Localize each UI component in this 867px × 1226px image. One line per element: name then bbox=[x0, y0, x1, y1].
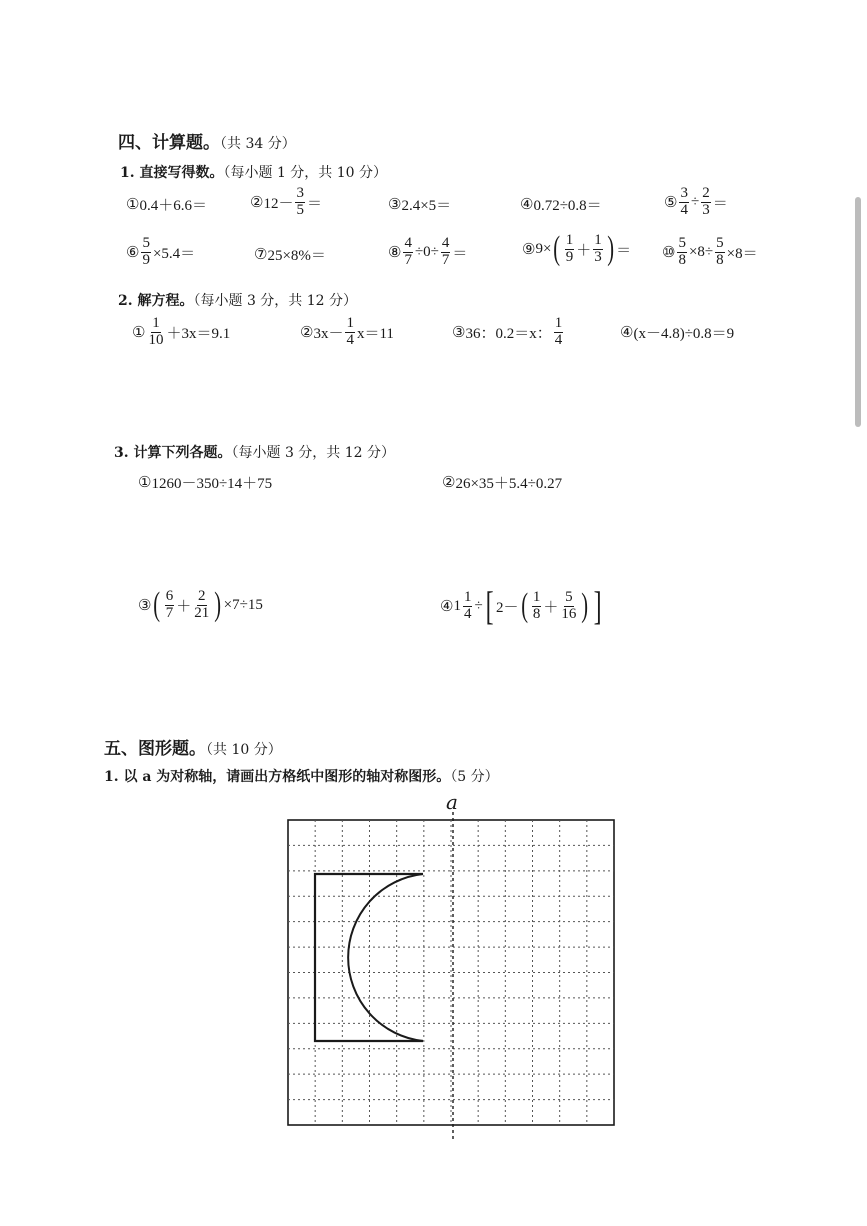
problem-expression: ×8÷ bbox=[688, 243, 714, 260]
problem-index: ① bbox=[138, 475, 152, 491]
section5-q1-score: （5 分） bbox=[450, 769, 499, 785]
q1-score: （每小题 1 分，共 10 分） bbox=[223, 165, 388, 181]
fraction bbox=[441, 236, 451, 269]
q1-problem-10 bbox=[662, 236, 758, 269]
equation-1 bbox=[132, 316, 230, 349]
section5-q1-text: 1. 以 a 为对称轴，请画出方格纸中图形的轴对称图形。 bbox=[104, 769, 451, 785]
calc-1 bbox=[138, 472, 272, 493]
problem-expression: 1260－350÷14＋75 bbox=[151, 476, 273, 492]
problem-expression: 12－ bbox=[263, 195, 294, 212]
fraction bbox=[560, 590, 577, 623]
section5-title-text: 五、图形题。 bbox=[104, 739, 206, 759]
q3-heading bbox=[114, 442, 395, 462]
section5-q1 bbox=[104, 766, 499, 786]
denominator: 9 bbox=[565, 248, 574, 265]
q2-title: 2. 解方程。 bbox=[118, 293, 194, 309]
denominator: 7 bbox=[165, 604, 174, 621]
q1-problem-3 bbox=[388, 194, 451, 215]
numerator: 5 bbox=[716, 235, 724, 251]
left-paren: ( bbox=[553, 230, 561, 267]
problem-expression: ×7÷15 bbox=[223, 596, 263, 613]
fraction bbox=[532, 590, 542, 623]
q1-problem-8 bbox=[388, 236, 467, 269]
section4-score: （共 34 分） bbox=[220, 136, 296, 152]
operator: ＋ bbox=[543, 599, 559, 616]
problem-index: ⑦ bbox=[254, 247, 268, 263]
problem-expression: x＝11 bbox=[356, 325, 394, 342]
numerator: 5 bbox=[142, 235, 150, 251]
denominator: 4 bbox=[554, 331, 563, 348]
problem-expression: ×5.4＝ bbox=[152, 245, 196, 262]
problem-index: ③ bbox=[388, 197, 402, 213]
denominator: 3 bbox=[594, 248, 602, 265]
problem-expression: 2－ bbox=[496, 599, 519, 616]
problem-index: ② bbox=[300, 324, 314, 341]
problem-expression: ＝ bbox=[712, 195, 728, 212]
fraction bbox=[345, 316, 355, 349]
left-paren: ( bbox=[153, 586, 161, 623]
fraction bbox=[565, 233, 575, 266]
section5-title bbox=[104, 734, 282, 759]
numerator: 1 bbox=[554, 315, 563, 331]
numerator: 1 bbox=[152, 315, 160, 331]
left-bracket: [ bbox=[485, 583, 494, 628]
numerator: 5 bbox=[565, 588, 573, 605]
grid-lines bbox=[288, 820, 614, 1125]
problem-expression: 3x－ bbox=[313, 325, 344, 342]
problem-index: ② bbox=[250, 194, 264, 211]
numerator: 1 bbox=[565, 231, 574, 248]
problem-expression: ＝ bbox=[452, 245, 468, 262]
denominator: 8 bbox=[716, 251, 724, 268]
denominator: 7 bbox=[404, 251, 412, 268]
fraction bbox=[554, 316, 564, 349]
equation-2 bbox=[300, 316, 394, 349]
problem-index: ⑥ bbox=[126, 244, 140, 261]
denominator: 16 bbox=[561, 605, 577, 622]
right-paren: ) bbox=[214, 586, 222, 623]
denominator: 4 bbox=[463, 605, 472, 622]
problem-index: ③ bbox=[452, 324, 466, 341]
problem-expression: 0.72÷0.8＝ bbox=[533, 198, 602, 214]
fraction bbox=[403, 236, 413, 269]
numerator: 4 bbox=[441, 235, 450, 251]
denominator: 8 bbox=[532, 605, 541, 622]
fraction bbox=[295, 186, 305, 219]
shape-arc bbox=[348, 874, 423, 1041]
problem-index: ④ bbox=[520, 197, 534, 213]
denominator: 7 bbox=[441, 251, 450, 268]
calc-4 bbox=[440, 583, 604, 628]
q1-problem-4 bbox=[520, 194, 602, 215]
numerator: 3 bbox=[296, 185, 304, 201]
numerator: 5 bbox=[678, 235, 686, 251]
operator: ＋ bbox=[176, 598, 192, 615]
left-paren: ( bbox=[520, 587, 528, 624]
problem-expression: 36：0.2＝x： bbox=[465, 325, 552, 342]
problem-expression: 9× bbox=[535, 240, 552, 257]
problem-expression: ＝ bbox=[616, 242, 632, 259]
problem-expression: ＋3x＝9.1 bbox=[166, 325, 231, 342]
fraction bbox=[165, 589, 175, 622]
operator: ÷ bbox=[690, 193, 700, 210]
numerator: 4 bbox=[404, 235, 412, 251]
right-paren: ) bbox=[581, 587, 589, 624]
denominator: 8 bbox=[678, 251, 686, 268]
problem-expression: ÷0÷ bbox=[414, 243, 439, 260]
problem-expression: 0.4＋6.6＝ bbox=[139, 198, 207, 214]
numerator: 2 bbox=[198, 587, 206, 604]
problem-index: ⑩ bbox=[662, 244, 676, 261]
problem-index: ② bbox=[442, 475, 456, 491]
fraction bbox=[593, 233, 603, 266]
denominator: 5 bbox=[296, 201, 304, 218]
fraction bbox=[677, 236, 687, 269]
scrollbar[interactable] bbox=[855, 197, 861, 427]
q1-problem-5 bbox=[664, 186, 728, 219]
whole-number: 1 bbox=[453, 597, 461, 614]
section4-title-text: 四、计算题。 bbox=[118, 133, 220, 153]
q1-problem-2 bbox=[250, 186, 322, 219]
axis-label: a bbox=[446, 790, 458, 814]
section5-score: （共 10 分） bbox=[206, 742, 282, 758]
denominator: 9 bbox=[142, 251, 150, 268]
fraction bbox=[679, 186, 689, 219]
fraction bbox=[701, 186, 711, 219]
fraction bbox=[147, 316, 164, 349]
q1-heading bbox=[120, 162, 387, 182]
problem-index: ③ bbox=[138, 597, 152, 614]
denominator: 10 bbox=[148, 331, 164, 348]
problem-index: ⑨ bbox=[522, 241, 536, 258]
grid-paper bbox=[280, 812, 622, 1142]
equation-3 bbox=[452, 316, 565, 349]
q2-heading bbox=[118, 290, 357, 310]
denominator: 3 bbox=[702, 201, 710, 218]
calc-2 bbox=[442, 472, 562, 493]
section4-title bbox=[118, 128, 296, 153]
problem-index: ⑤ bbox=[664, 194, 678, 211]
calc-3 bbox=[138, 588, 263, 622]
numerator: 1 bbox=[532, 588, 541, 605]
q1-problem-6 bbox=[126, 236, 195, 269]
problem-expression: (x－4.8)÷0.8＝9 bbox=[633, 326, 735, 342]
numerator: 1 bbox=[346, 315, 354, 331]
equation-4 bbox=[620, 322, 734, 343]
problem-expression: ×8＝ bbox=[726, 245, 758, 262]
operator: ＋ bbox=[576, 242, 592, 259]
fraction bbox=[715, 236, 725, 269]
problem-expression: ＝ bbox=[306, 195, 322, 212]
q1-problem-7 bbox=[254, 244, 326, 265]
q1-title: 1. 直接写得数。 bbox=[120, 165, 224, 181]
problem-index: ⑧ bbox=[388, 244, 402, 261]
problem-expression: 25×8%＝ bbox=[267, 248, 326, 264]
fraction bbox=[141, 236, 151, 269]
problem-index: ④ bbox=[620, 325, 634, 341]
denominator: 4 bbox=[680, 201, 688, 218]
numerator: 2 bbox=[702, 185, 710, 201]
numerator: 1 bbox=[594, 231, 602, 248]
q3-score: （每小题 3 分，共 12 分） bbox=[231, 445, 396, 461]
problem-expression: 26×35＋5.4÷0.27 bbox=[455, 476, 563, 492]
numerator: 6 bbox=[165, 587, 174, 604]
denominator: 21 bbox=[194, 604, 210, 621]
q1-problem-9 bbox=[522, 232, 631, 266]
problem-index: ① bbox=[132, 324, 146, 341]
operator: ÷ bbox=[474, 597, 483, 614]
fraction bbox=[463, 590, 473, 623]
q3-title: 3. 计算下列各题。 bbox=[114, 445, 232, 461]
fraction bbox=[193, 589, 210, 622]
q1-problem-1 bbox=[126, 194, 207, 215]
problem-index: ① bbox=[126, 197, 140, 213]
numerator: 3 bbox=[680, 185, 688, 201]
problem-expression: 2.4×5＝ bbox=[401, 198, 452, 214]
numerator: 1 bbox=[463, 588, 472, 605]
problem-index: ④ bbox=[440, 598, 454, 615]
q2-score: （每小题 3 分，共 12 分） bbox=[193, 293, 358, 309]
denominator: 4 bbox=[346, 331, 354, 348]
right-bracket: ] bbox=[593, 583, 602, 628]
right-paren: ) bbox=[607, 230, 614, 267]
